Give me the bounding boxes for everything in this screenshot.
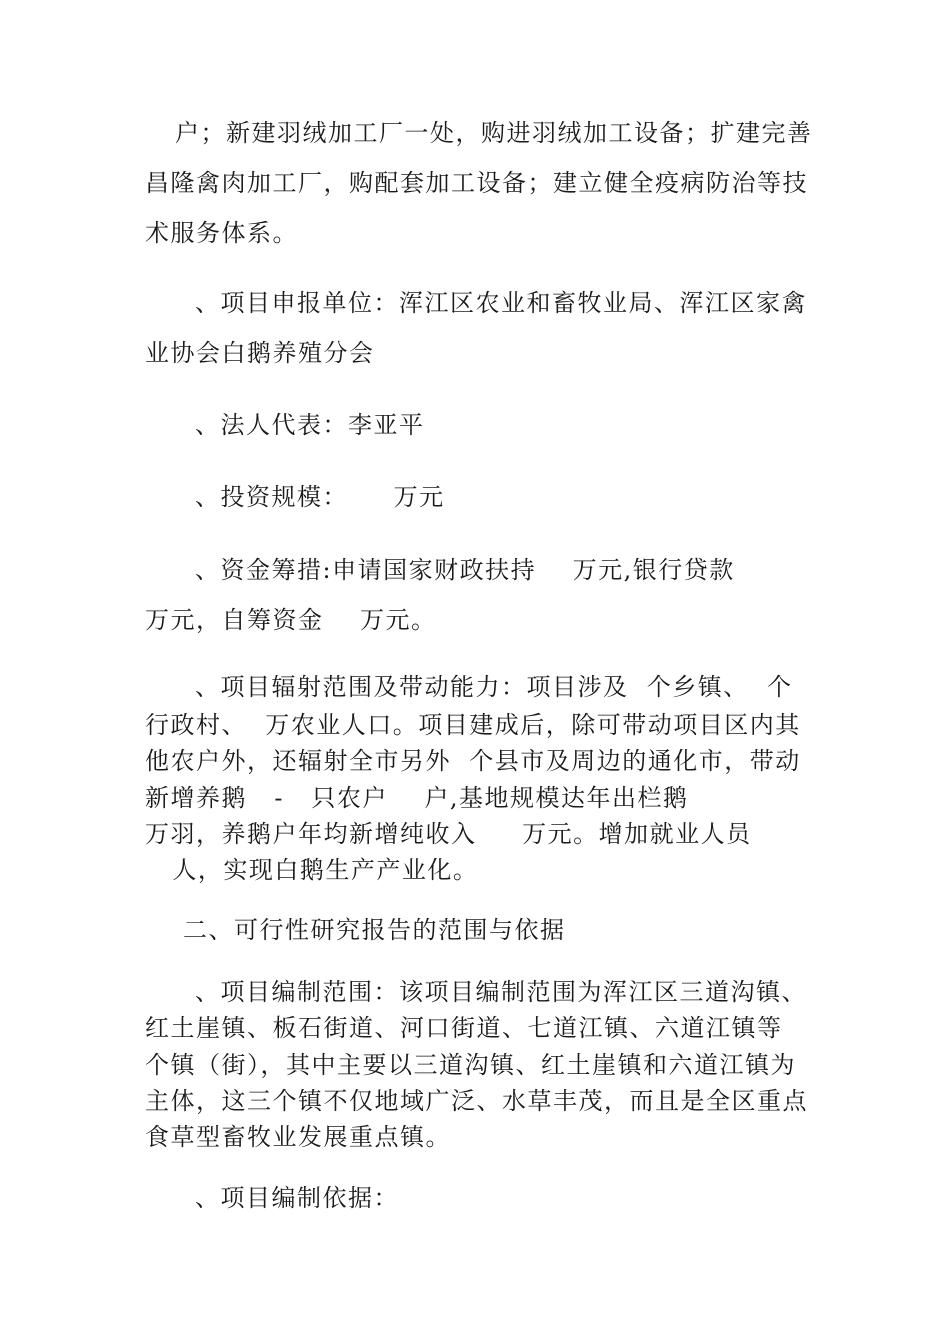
paragraph-line: 主体，这三个镇不仅地域广泛、水草丰茂，而且是全区重点 <box>145 1087 808 1115</box>
paragraph-line: 、资金筹措:申请国家财政扶持 万元,银行贷款 <box>195 556 735 584</box>
paragraph-line: 、投资规模： 万元 <box>195 483 445 511</box>
paragraph-line: 他农户外，还辐射全市另外 个县市及周边的通化市，带动 <box>145 747 801 775</box>
paragraph-line: 、项目编制依据： <box>195 1184 399 1212</box>
paragraph-line: 昌隆禽肉加工厂，购配套加工设备；建立健全疫病防治等技 <box>145 169 808 197</box>
paragraph-line: 新增养鹅 - 只农户 户,基地规模达年出栏鹅 <box>145 784 689 812</box>
paragraph-line: 户；新建羽绒加工厂一处，购进羽绒加工设备；扩建完善 <box>175 119 813 147</box>
paragraph-line: 食草型畜牧业发展重点镇。 <box>145 1123 451 1151</box>
paragraph-line: 万羽，养鹅户年均新增纯收入 万元。增加就业人员 <box>145 820 752 848</box>
paragraph-line: 、法人代表：李亚平 <box>195 411 425 439</box>
paragraph-line: 行政村、 万农业人口。项目建成后，除可带动项目区内其 <box>145 711 801 739</box>
paragraph-line: 个镇（街），其中主要以三道沟镇、红土崖镇和六道江镇为 <box>145 1051 796 1079</box>
paragraph-line: 业协会白鹅养殖分会 <box>145 339 375 367</box>
paragraph-line: 、项目申报单位：浑江区农业和畜牧业局、浑江区家禽 <box>195 289 807 317</box>
paragraph-line: 、项目辐射范围及带动能力：项目涉及 个乡镇、 个 <box>195 673 793 701</box>
paragraph-line: 万元，自筹资金 万元。 <box>145 606 437 634</box>
section-heading: 二、可行性研究报告的范围与依据 <box>183 916 566 944</box>
paragraph-line: 术服务体系。 <box>145 219 298 247</box>
paragraph-line: 人，实现白鹅生产产业化。 <box>145 856 479 884</box>
paragraph-line: 红土崖镇、板石街道、河口街道、七道江镇、六道江镇等 <box>145 1014 783 1042</box>
paragraph-line: 、项目编制范围：该项目编制范围为浑江区三道沟镇、 <box>195 978 807 1006</box>
